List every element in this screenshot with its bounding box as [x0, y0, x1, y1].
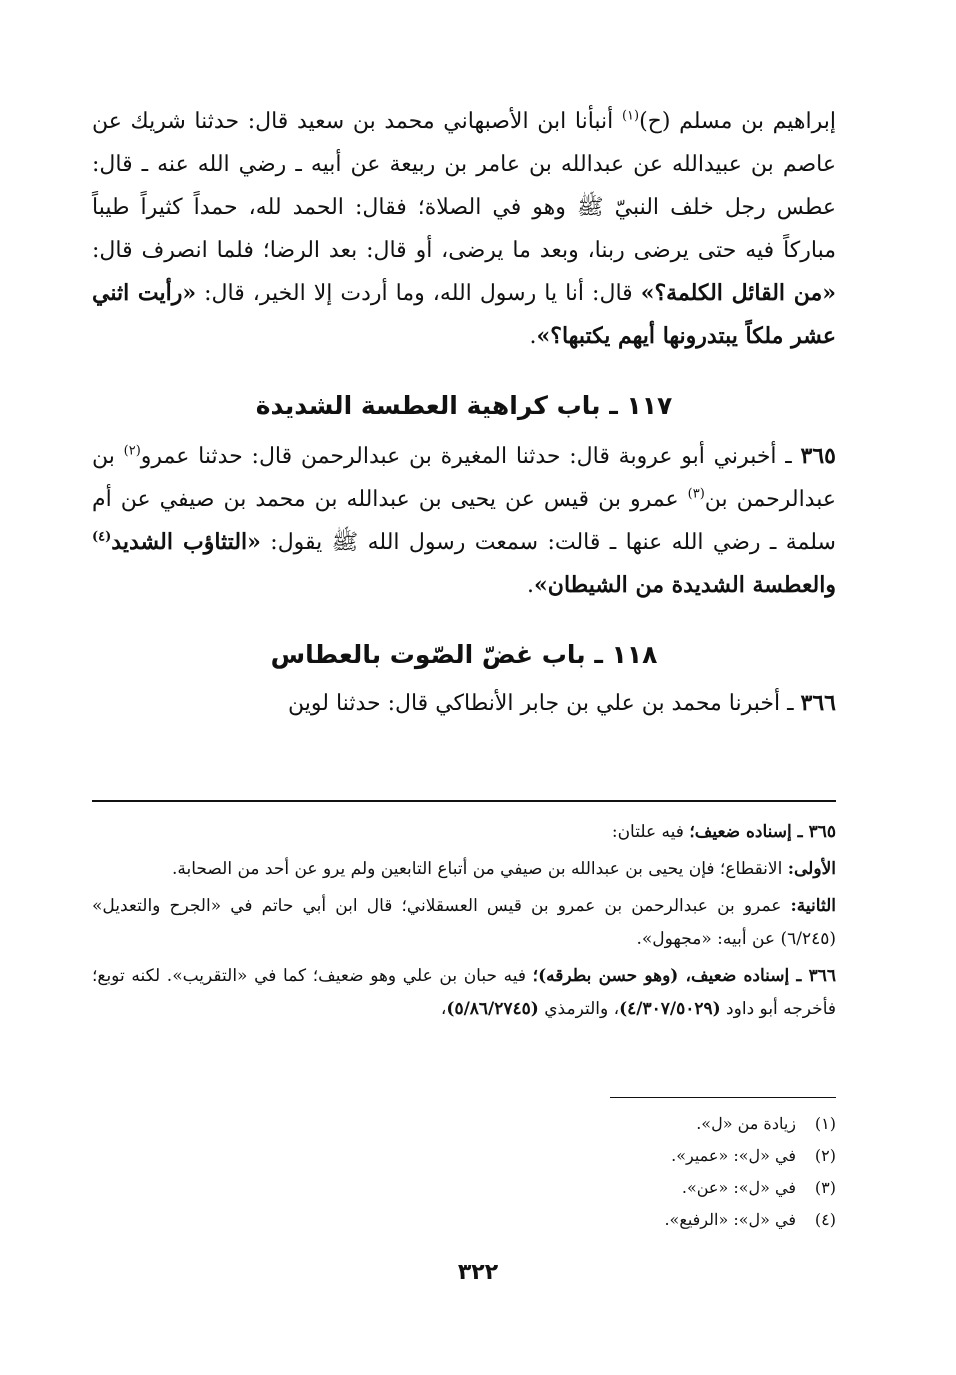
quote-bold: والعطسة الشديدة من الشيطان»	[534, 572, 836, 598]
footnote-number: (٣)	[814, 1178, 836, 1197]
commentary-label: الأولى:	[787, 859, 836, 879]
quote-bold: «التثاؤب الشديد	[111, 529, 261, 555]
quote-bold: «رأيت اثني عشر ملكاً يبتدرونها أيهم يكتبها؟»	[92, 280, 836, 349]
reference-bold: (٤/٣٠٧/٥٠٢٩)	[619, 999, 721, 1019]
footnote-marker-2[interactable]: (٢)	[123, 443, 141, 459]
commentary-label: ٣٦٥ ـ إسناده ضعيف؛	[689, 822, 836, 842]
footnote-item	[92, 1140, 836, 1172]
footnote-marker-3[interactable]: (٣)	[687, 486, 705, 502]
hadith-number: ٣٦٥	[800, 443, 836, 469]
chapter-heading-117: ١١٧ ـ باب كراهية العطسة الشديدة	[255, 391, 673, 420]
text-run: .	[529, 324, 537, 349]
text-run: فيه حبان بن علي وهو ضعيف؛ كما في «التقريب». لكنه توبع؛ فأخرجه أبو داود	[92, 966, 836, 1019]
commentary-365-second	[92, 890, 836, 956]
footnote-item	[92, 1204, 836, 1236]
footnote-item	[92, 1108, 836, 1140]
footnote-text: في «ل»: «عن».	[681, 1178, 796, 1197]
text-run: عمرو بن عبدالرحمن بن عمرو بن قيس العسقلاني؛ قال ابن أبي حاتم في «الجرح والتعديل» (٦/٢٤٥) عن أبيه: «مجهول».	[92, 896, 836, 949]
footnotes-section	[92, 1108, 836, 1236]
paragraph-hadith-365	[92, 435, 836, 607]
text-run: ،	[440, 999, 447, 1019]
footnote-number: (١)	[814, 1114, 836, 1133]
commentary-section	[92, 816, 836, 1030]
text-run: ـ أخبرني أبو عروبة قال: حدثنا المغيرة بن عبدالرحمن قال: حدثنا عمرو	[140, 444, 801, 469]
text-run: فيه علتان:	[611, 822, 690, 842]
footnote-text: زيادة من «ل».	[696, 1114, 796, 1133]
text-run: أنبأنا ابن الأصبهاني محمد بن سعيد قال: حدثنا شريك عن عاصم بن عبيدالله عن عبدالله بن عامر بن ربيعة عن أبيه ـ رضي الله عنه ـ قال: عطس رجل خلف النبيّ ﷺ وهو في الصلاة؛ فقال: الحمد لله، حمداً كثيراً طيباً مباركاً فيه حتى يرضى ربنا، وبعد ما يرضى، أو قال: بعد الرضا؛ فلما انصرف قال:	[92, 109, 836, 263]
commentary-365-first	[92, 853, 836, 886]
footnote-marker-1[interactable]: (١)	[621, 108, 640, 124]
paragraph-hadith-366	[92, 682, 836, 725]
page-number: ٣٢٢	[457, 1260, 499, 1285]
footnote-number: (٤)	[814, 1210, 836, 1229]
hadith-number: ٣٦٦	[800, 690, 836, 716]
chapter-heading-118: ١١٨ ـ باب غضّ الصّوت بالعطاس	[270, 640, 658, 669]
commentary-365-intro	[92, 816, 836, 849]
footnote-text: في «ل»: «عمير».	[671, 1146, 796, 1165]
footnote-text: في «ل»: «الرفيع».	[664, 1210, 796, 1229]
text-run: إبراهيم بن مسلم (ح)	[639, 109, 837, 134]
text-run: عمرو بن قيس عن يحيى بن عبدالله بن محمد بن صيفي عن أم سلمة ـ رضي الله عنها ـ قالت: سمعت رسول الله ﷺ يقول:	[92, 487, 836, 555]
text-run: الانقطاع؛ فإن يحيى بن عبدالله بن صيفي من أتباع التابعين ولم يرو عن أحد من الصحابة.	[172, 859, 788, 879]
commentary-label: ٣٦٦ ـ إسناده ضعيف، (وهو حسن بطرقه)؛	[532, 966, 836, 986]
text-run: قال: أنا يا رسول الله، وما أردت إلا الخير، قال:	[196, 281, 641, 306]
commentary-366	[92, 960, 836, 1026]
text-run: .	[527, 573, 535, 598]
text-run: بن عبدالرحمن بن	[92, 444, 836, 512]
footnote-item	[92, 1172, 836, 1204]
paragraph-hadith-364-continued	[92, 100, 836, 358]
reference-bold: (٥/٨٦/٢٧٤٥)	[446, 999, 539, 1019]
footnote-marker-4[interactable]: (٤)	[92, 529, 112, 545]
footnotes-divider	[610, 1097, 836, 1098]
text-run: ـ أخبرنا محمد بن علي بن جابر الأنطاكي قال: حدثنا لوين	[288, 691, 801, 716]
main-text	[92, 100, 836, 725]
commentary-label: الثانية:	[790, 896, 836, 916]
text-run: ، والترمذي	[538, 999, 620, 1019]
commentary-divider	[92, 800, 836, 802]
quote-bold: «من القائل الكلمة؟»	[640, 280, 836, 306]
footnote-number: (٢)	[814, 1146, 836, 1165]
